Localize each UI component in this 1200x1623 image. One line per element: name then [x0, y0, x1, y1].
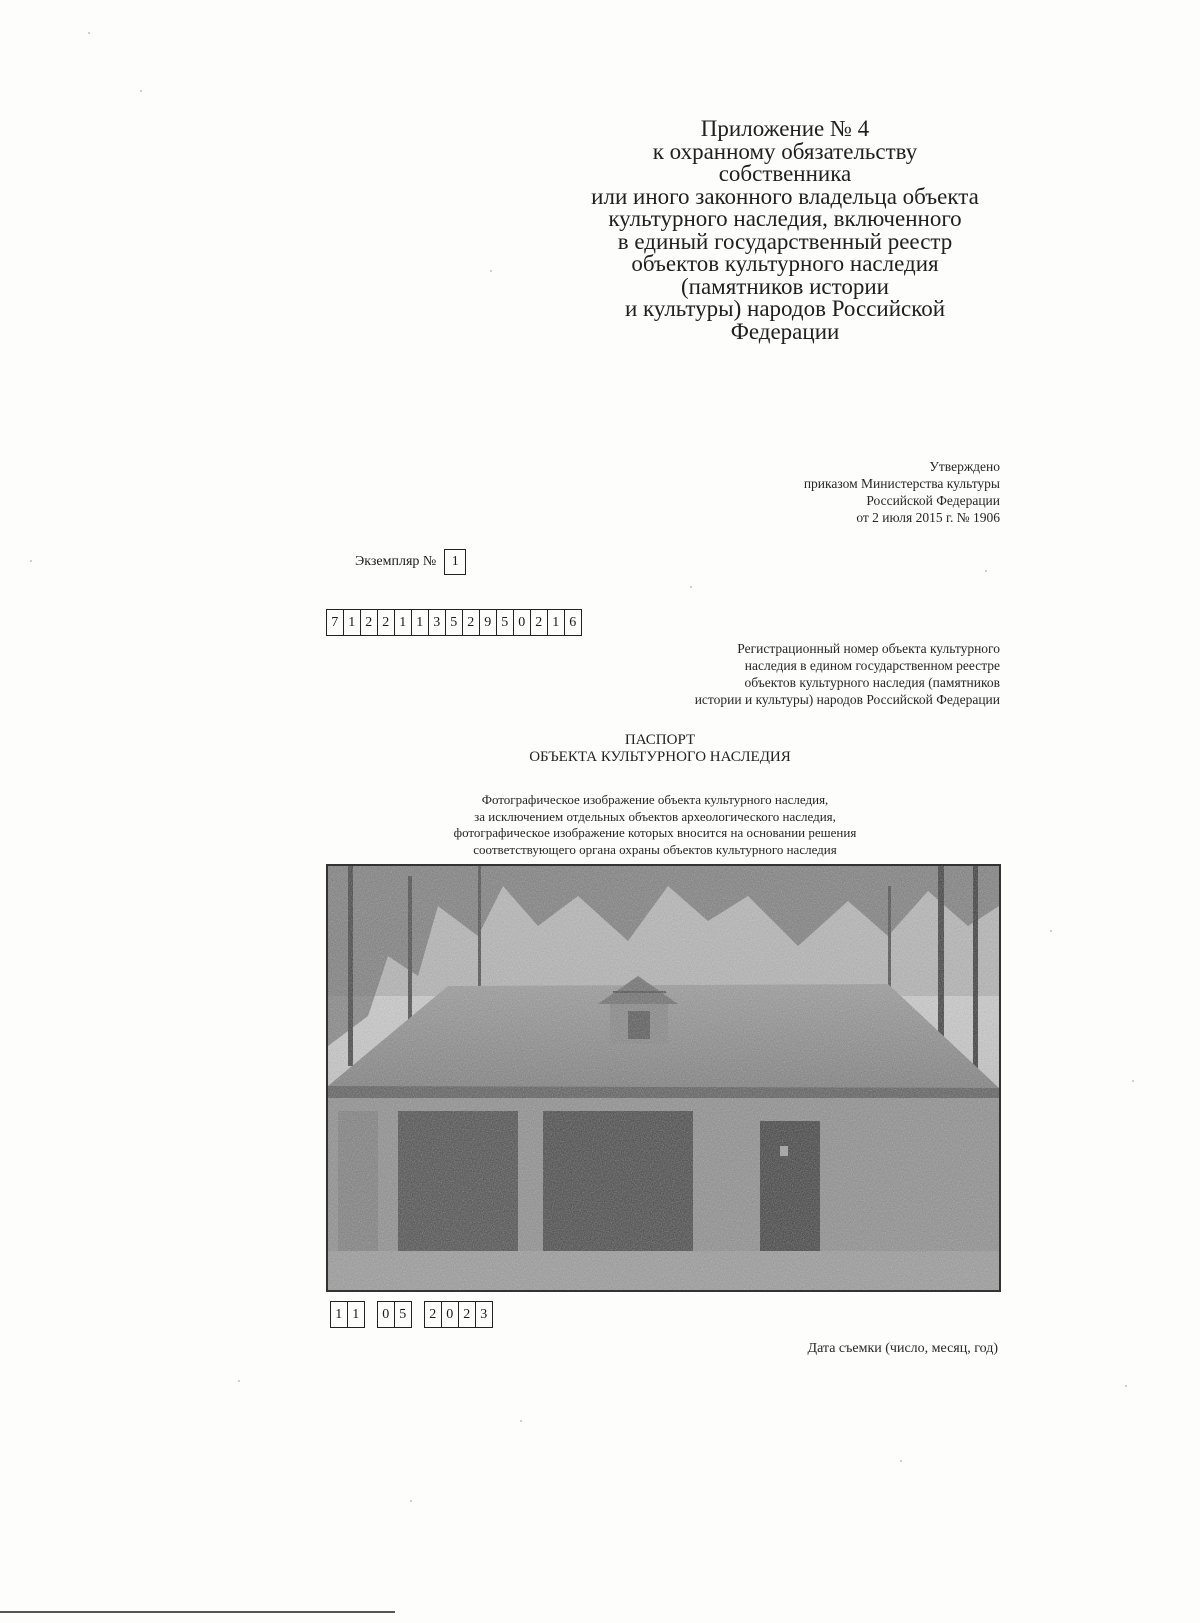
digit-cell: 0: [377, 1301, 396, 1328]
building-photo-image: [328, 866, 999, 1290]
date-year-boxes: [425, 1301, 493, 1328]
shooting-date-caption: Дата съемки (число, месяц, год): [807, 1341, 998, 1356]
digit-cell: 1: [343, 609, 362, 636]
digit-cell: 9: [479, 609, 498, 636]
appendix-line: в единый государственный реестр: [617, 228, 953, 254]
digit-cell: 2: [530, 609, 549, 636]
digit-cell: 3: [475, 1301, 494, 1328]
scan-speck: [1125, 1385, 1127, 1387]
date-month-boxes: [378, 1301, 412, 1328]
photo-caption-line: за исключением отдельных объектов археологического наследия,: [474, 808, 836, 824]
appendix-line: культурного наследия, включенного: [608, 206, 962, 231]
passport-title: [420, 732, 900, 766]
digit-cell: 2: [377, 609, 396, 636]
scan-speck: [88, 32, 90, 34]
scan-speck: [30, 560, 32, 562]
scan-speck: [410, 1500, 412, 1502]
digit-cell: 2: [360, 609, 379, 636]
digit-cell: 5: [394, 1301, 413, 1328]
appendix-line: (памятников истории: [681, 273, 889, 299]
digit-cell: 2: [458, 1301, 477, 1328]
digit-cell: 7: [326, 609, 345, 636]
digit-cell: 5: [496, 609, 515, 636]
digit-cell: 0: [513, 609, 532, 636]
photo-caption: [330, 792, 980, 858]
approval-line: Российской Федерации: [866, 493, 1000, 508]
digit-cell: 1: [411, 609, 430, 636]
digit-cell: 6: [564, 609, 583, 636]
scan-speck: [690, 586, 692, 588]
digit-cell: 2: [424, 1301, 443, 1328]
approval-line: Утверждено: [929, 459, 1000, 474]
scan-speck: [140, 90, 142, 92]
photo-caption-line: фотографическое изображение которых вносится на основании решения: [453, 825, 857, 840]
appendix-line: объектов культурного наследия: [631, 251, 939, 276]
digit-cell: 1: [330, 1301, 349, 1328]
digit-cell: 2: [462, 609, 481, 636]
digit-cell: 3: [428, 609, 447, 636]
photo-caption-line: соответствующего органа охраны объектов культурного наследия: [473, 841, 837, 857]
passport-title-line: ПАСПОРТ: [624, 732, 696, 748]
approval-line: от 2 июля 2015 г. № 1906: [856, 510, 1000, 525]
digit-cell: 5: [445, 609, 464, 636]
registration-caption-line: истории и культуры) народов Российской Федерации: [694, 692, 1000, 707]
scan-speck: [1132, 1080, 1134, 1082]
digit-cell: 1: [394, 609, 413, 636]
scan-speck: [985, 570, 987, 572]
bottom-rule: [0, 1611, 395, 1613]
approval-line: приказом Министерства культуры: [803, 476, 1000, 491]
approval-block: [600, 458, 1000, 526]
copy-number-box: 1: [444, 549, 466, 575]
passport-title-line: ОБЪЕКТА КУЛЬТУРНОГО НАСЛЕДИЯ: [529, 749, 791, 765]
registration-caption-line: объектов культурного наследия (памятников: [744, 675, 1000, 690]
scan-speck: [900, 1460, 902, 1462]
appendix-line: собственника: [718, 161, 852, 186]
date-day-boxes: [331, 1301, 365, 1328]
digit-cell: 0: [441, 1301, 460, 1328]
scan-speck: [520, 1420, 522, 1422]
appendix-line: к охранному обязательству: [652, 138, 918, 164]
registration-number-boxes: [327, 609, 582, 636]
copy-label: Экземпляр №: [355, 554, 437, 569]
appendix-line: и культуры) народов Российской: [624, 296, 946, 321]
registration-caption-line: наследия в едином государственном реестре: [744, 658, 1000, 673]
scan-speck: [1050, 930, 1052, 932]
appendix-header: [520, 118, 1050, 343]
appendix-line: Приложение № 4: [700, 116, 870, 141]
digit-cell: 1: [547, 609, 566, 636]
heritage-building-photo: [326, 864, 1001, 1292]
copy-number-row: [355, 549, 466, 575]
appendix-line: Федерации: [730, 318, 840, 344]
appendix-line: или иного законного владельца объекта: [591, 183, 979, 209]
scan-speck: [490, 270, 492, 272]
photo-caption-line: Фотографическое изображение объекта культурного наследия,: [481, 792, 829, 807]
scan-speck: [238, 1380, 240, 1382]
registration-caption-line: Регистрационный номер объекта культурного: [737, 641, 1000, 656]
registration-caption: [580, 640, 1000, 708]
digit-cell: 1: [347, 1301, 366, 1328]
shooting-date-boxes: [331, 1301, 493, 1328]
